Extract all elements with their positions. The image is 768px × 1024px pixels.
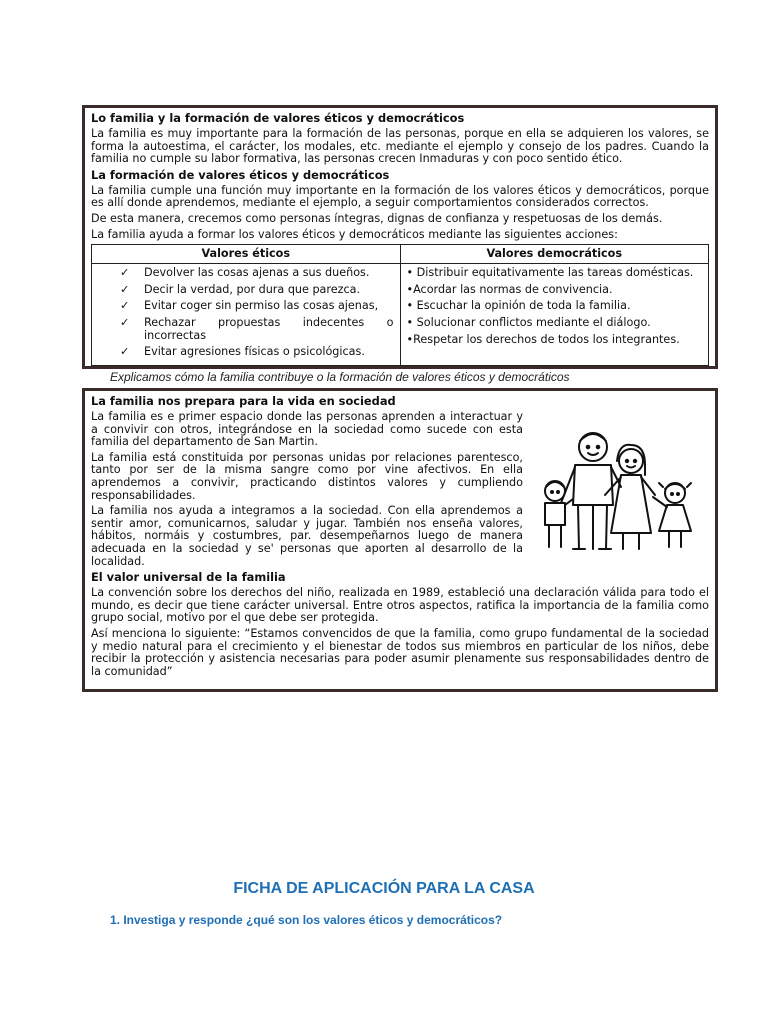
paragraph: La familia ayuda a formar los valores éticos y democráticos mediante las siguientes acciones: bbox=[91, 227, 618, 241]
section-title: Lo familia y la formación de valores éticos y democráticos bbox=[91, 111, 465, 125]
family-illustration-icon bbox=[533, 425, 713, 555]
paragraph: De esta manera, crecemos como personas íntegras, dignas de confianza y respetuosas de los demás. bbox=[91, 211, 663, 225]
paragraph: Así menciona lo siguiente: “Estamos convencidos de que la familia, como grupo fundamental de la sociedad y medio natural para el crecimiento y el bienestar de todos sus miembros en particular de los niños, debe recibir la protección y asistencia necesarias para poder asumir plenamente sus responsabilidades dentro de la comunidad” bbox=[91, 626, 709, 678]
check-icon: ✓ bbox=[120, 315, 130, 329]
democraticos-cell bbox=[400, 264, 709, 366]
list-item: •Acordar las normas de convivencia. bbox=[406, 282, 613, 296]
check-icon: ✓ bbox=[120, 282, 130, 296]
check-icon: ✓ bbox=[120, 345, 130, 359]
section-subtitle: El valor universal de la familia bbox=[91, 570, 286, 585]
valores-table bbox=[91, 244, 709, 366]
paragraph: La familia está constituida por personas unidas por relaciones parentesco, tanto por ser de la misma sangre como por vine afectivos. En ella aprendemos a convivir, practicando distintos valores y cumpliendo responsabilidades. bbox=[91, 450, 523, 502]
paragraph: La familia nos ayuda a integramos a la sociedad. Con ella aprendemos a sentir amor, comunicarnos, saludar y jugar. También nos enseña valores, hábitos, normáis y costumbres, par. desempeñarnos luego de manera adecuada en la sociedad y se' personas que aporten al desarrollo de la localidad. bbox=[91, 504, 523, 568]
column-header-eticos: Valores éticos bbox=[92, 245, 401, 264]
list-item: • Escuchar la opinión de toda la familia. bbox=[406, 299, 631, 313]
eticos-cell bbox=[92, 264, 401, 366]
paragraph: La familia es muy importante para la formación de las personas, porque en ella se adquieren los valores, se forma la autoestima, el carácter, los modales, etc. mediante el ejemplo y consejo de los padres. Cuando la familia no cumple su labor formativa, las personas crecen Inmaduras y con poco sentido ético. bbox=[91, 127, 709, 166]
list-item: • Solucionar conflictos mediante el diálogo. bbox=[406, 315, 651, 329]
list-item: ✓ Devolver las cosas ajenas a sus dueños. bbox=[120, 266, 370, 280]
section-sociedad-box bbox=[82, 388, 718, 692]
list-item: ✓ Decir la verdad, por dura que parezca. bbox=[120, 282, 361, 296]
section-subtitle: La formación de valores éticos y democráticos bbox=[91, 167, 390, 182]
section-title: La familia nos prepara para la vida en sociedad bbox=[91, 394, 396, 408]
ficha-question: 1. Investiga y responde ¿qué son los valores éticos y democráticos? bbox=[110, 913, 503, 927]
list-item: ✓ Evitar coger sin permiso las cosas ajenas, bbox=[120, 299, 379, 313]
check-icon: ✓ bbox=[120, 266, 130, 280]
paragraph: La convención sobre los derechos del niño, realizada en 1989, estableció una declaración válida para todo el mundo, es decir que tiene carácter universal. Entre otros aspectos, ratifica la importancia de la familia como grupo social, motivo por el que debe ser protegida. bbox=[91, 586, 709, 625]
list-item: ✓ Rechazar propuestas indecentes o incorrectas bbox=[120, 315, 394, 342]
list-item: •Respetar los derechos de todos los integrantes. bbox=[406, 332, 680, 346]
list-item: ✓ Evitar agresiones físicas o psicológicas. bbox=[120, 345, 365, 359]
paragraph: La familia cumple una función muy importante en la formación de los valores éticos y democráticos, porque es allí donde aprendemos, mediante el ejemplo, a seguir comportamientos considerados correctos. bbox=[91, 183, 709, 210]
column-header-democraticos: Valores democráticos bbox=[400, 245, 709, 264]
list-item: • Distribuir equitativamente las tareas domésticas. bbox=[406, 266, 694, 280]
section-valores-box bbox=[82, 105, 718, 369]
check-icon: ✓ bbox=[120, 299, 130, 313]
paragraph: La familia es e primer espacio donde las personas aprenden a interactuar y a convivir con otros, integrándose en la sociedad como sucede con esta familia del departamento de San Martin. bbox=[91, 410, 523, 449]
caption: Explicamos cómo la familia contribuye o la formación de valores éticos y democráticos bbox=[110, 370, 570, 384]
ficha-title: FICHA DE APLICACIÓN PARA LA CASA bbox=[233, 880, 535, 897]
